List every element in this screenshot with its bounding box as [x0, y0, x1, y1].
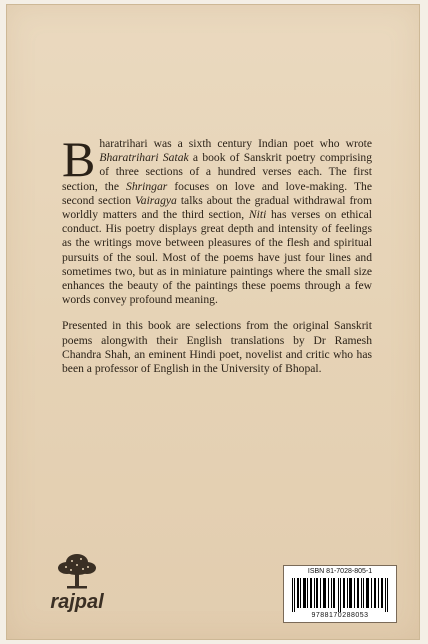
blurb-paragraph-2: Presented in this book are selections from the original Sanskrit poems alongwith their English translations by Dr Ramesh Chandra Shah, an eminent Hindi poet, novelist and critic who has been a professor of English in the University of Bhopal. [62, 319, 372, 376]
section-name-shringar: Shringar [126, 179, 168, 193]
blurb [62, 131, 373, 388]
publisher-name: rajpal [50, 591, 104, 613]
barcode-bars [292, 578, 388, 612]
blurb-text: focuses on love and love-making. The second section [62, 179, 373, 207]
blurb-text: haratrihari was a sixth century Indian poet who wrote [99, 137, 372, 150]
book-title: Bharatrihari Satak [99, 151, 189, 165]
section-name-vairagya: Vairagya [134, 193, 177, 207]
blurb-text: has verses on ethical conduct. His poetry displays great depth and intensity of feelings as the writings move between pleasures of the flesh and spiritual pursuits of the soul. Most of the poems have just four lines and sometimes two, but as in miniature paintings where the small size enhances the beauty of the paintings these poems through a few words convey profound meaning. [62, 208, 373, 307]
back-cover [6, 4, 420, 640]
blurb-text: a book of Sanskrit poetry comprising of three sections of a hundred verses each. The first section, the [62, 151, 373, 193]
publisher-logo [39, 553, 115, 615]
blurb-paragraph-1 [62, 131, 373, 307]
blurb-text: talks about the gradual withdrawal from worldly matters and the third section, [62, 193, 372, 222]
section-name-niti: Niti [248, 208, 267, 222]
tree-icon [56, 553, 98, 589]
isbn-label: ISBN 81-7028-805-1 [307, 568, 373, 575]
drop-cap: B [62, 131, 96, 187]
barcode [283, 565, 397, 623]
barcode-number: 9788170288053 [311, 612, 369, 619]
